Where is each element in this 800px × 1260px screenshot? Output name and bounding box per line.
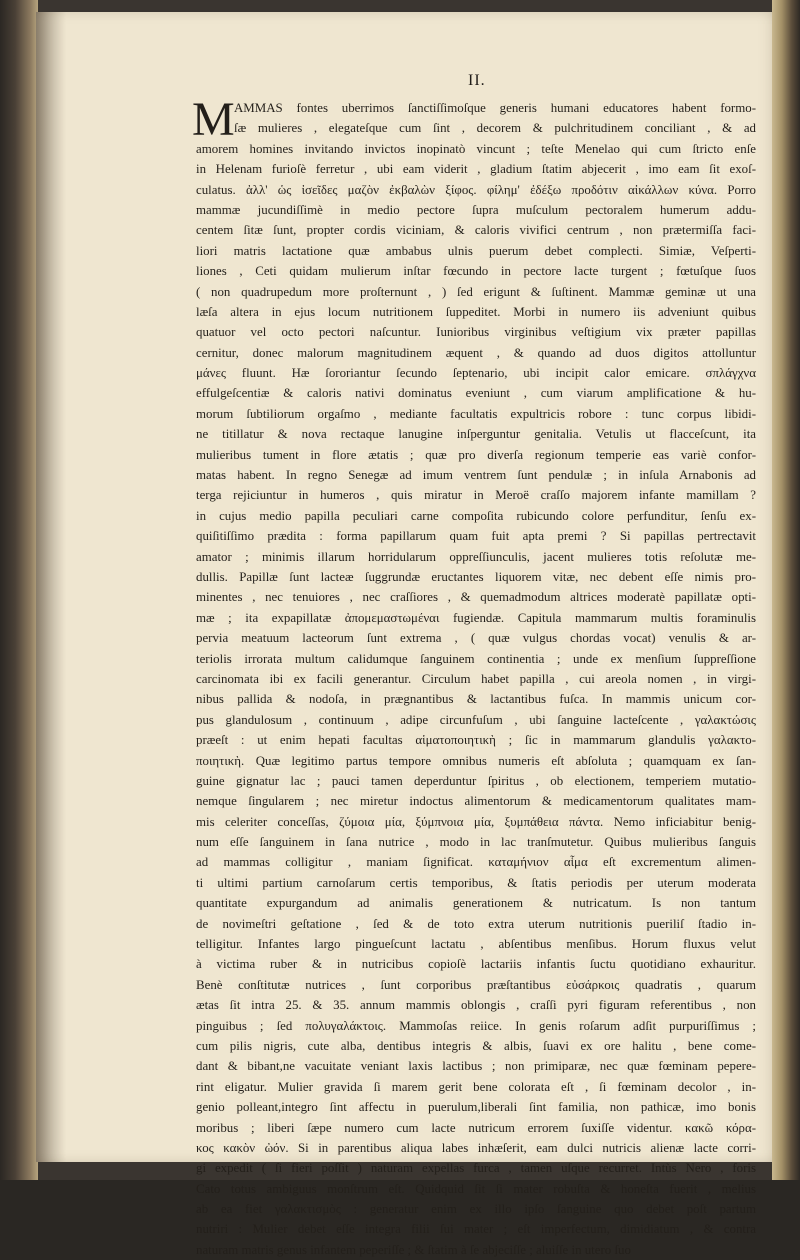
text-line: matas habent. In regno Senegæ ad imum ventrem ſunt pendulæ ; in inſula Arnabonis ad <box>196 468 756 483</box>
text-line: ad mammas colligitur , maniam ſignificat. καταμήνιον αἷμα eſt excrementum alimen- <box>196 855 756 870</box>
text-line: ætas ſit intra 25. & 35. annum mammis oblongis , craſſi pyri figuram referentibus , non <box>196 998 756 1013</box>
text-line: pus glandulosum , continuum , adipe circunfuſum , ubi ſanguine lacteſcente , γαλακτώσις <box>196 712 756 727</box>
text-line: liori matris lactatione quæ ambabus ulnis puerum debet complecti. Simiæ, Veſperti- <box>196 243 756 258</box>
text-line: Cato totus ambiguus monſtrum eſt. Quidquid ſit ſi mater robuſta & honeſta fuerit , melius <box>196 1181 756 1196</box>
text-line: in cujus medio papilla peculiari carne compoſita rubicundo colore perfunditur, ſenſu ex- <box>196 508 756 523</box>
text-line: nibus pallida & nodoſa, in prægnantibus & lactantibus fuſca. In mammis unicum cor- <box>196 692 756 707</box>
text-line: quiſitiſſimo prædita : forma papillarum quam fuit apta premi ? Si papillas pertrectavit <box>196 529 756 544</box>
text-line: nutriri : Mulier debet eſſe integra filii ſui mater ; eſt imperfectum, dimidiatum , & contra <box>196 1222 756 1237</box>
text-line: mis celeriter conceſſas, ζύμοια μία, ξύμπνοια μία, ξυμπάθεια πάντα. Nemo inficiabitur benig- <box>196 814 756 829</box>
text-line: in Helenam furioſè ferretur , ubi eam viderit , gladium ſtatim abjecerit , imo eam ſit exoſ- <box>196 162 756 177</box>
text-line: telligitur. Infantes largo pingueſcunt lactatu , abſentibus menſibus. Horum fluxus velut <box>196 937 756 952</box>
text-line: ſæ mulieres , elegateſque cum ſint , decorem & pulchritudinem conciliant , & ad <box>234 121 756 136</box>
text-line: ne titillatur & nova rectaque lanugine inſperguntur genitalia. Vetulis ut flacceſcunt, ita <box>196 427 756 442</box>
text-line: carcinomata ibi ex facili generantur. Circulum habet papilla , cui areola nomen , in virgi- <box>196 671 756 686</box>
text-line: ποιητικὴ. Quæ legitimo partus tempore omnibus numeris eſt abſoluta ; quamquam ex ſan- <box>196 753 756 768</box>
text-line: pervia meatuum lacteorum ſunt extrema , ( quæ vulgus chordas vocat) venulis & ar- <box>196 631 756 646</box>
text-line: dant & bibant,ne vacuitate veniant laxis lactibus ; non primiparæ, nec quæ fœminam pepere- <box>196 1059 756 1074</box>
text-line: gi expedit ( ſi fieri poſſit ) naturam expellas furca , tamen uſque recurret. Intùs Nero , foris <box>196 1161 756 1176</box>
text-line: cernitur, donec malorum magnitudinem æquent , & quando ad duos digitos attolluntur <box>196 345 756 360</box>
text-line: ( non quadrupedum more proſternunt , ) ſed erigunt & ſuſtinent. Mammæ geminæ ut una <box>196 284 756 299</box>
text-line: culatus. ἀλλ' ὡς ἰσεῖδες μαζὸν ἐκβαλὼν ξίφος. φίλημ' ἐδέξω προδότιν αἰκάλλων κύνα. Porro <box>196 182 756 197</box>
text-line: ti ultimi partium carnoſarum certis temporibus, & ſtatis periodis per uterum moderata <box>196 875 756 890</box>
text-line: κος κακὸν ὠόν. Si in parentibus aliqua labes inhæſerit, eam dulci nutricis alienæ lacte corri- <box>196 1140 756 1155</box>
page-number: II. <box>468 72 486 89</box>
text-line: rint eligatur. Mulier gravida ſi marem gerit bene colorata eſt , ſi fœminam decolor , in- <box>196 1079 756 1094</box>
text-line: terga rejiciuntur in humeros , quis miratur in Meroë craſſo majorem infante mamillam ? <box>196 488 756 503</box>
text-line: minentes , nec tenuiores , nec craſſiores , & quemadmodum altrices moderatè papillatæ opti- <box>196 590 756 605</box>
text-line: nemque ſingularem ; nec miretur indoctus alimentorum & medicamentorum qualitates mam- <box>196 794 756 809</box>
drop-cap: M <box>192 93 235 146</box>
text-line: μάνες fluunt. Hæ ſororiantur ſecundo ſeptenario, ubi incipit calor emicare. σπλάγχνα <box>196 366 756 381</box>
text-line: de novimeſtri geſtatione , ſed & de toto extra uterum nutritionis pueriliſ ſtadio in- <box>196 916 756 931</box>
text-line: morum ſubtiliorum orgaſmo , mediante facultatis expultricis robore : tunc corpus libidi- <box>196 406 756 421</box>
text-line: liones , Ceti quidam mulierum inſtar fœcundo in pectore lacte turgent ; fœtuſque ſuos <box>196 264 756 279</box>
text-line: præeſt : ut enim hepati facultas αἱματοποιητικὴ ; ſic in mammarum glandulis γαλακτο- <box>196 733 756 748</box>
text-line: cum pilis nigris, cute alba, dentibus integris & albis, ſuavi ex ore halitu , bene come- <box>196 1038 756 1053</box>
text-line: læſa altera in ejus locum nutritionem ſuppeditet. Morbi in numero iis adveniunt quibus <box>196 304 756 319</box>
text-line: centem ſitæ ſunt, propter cordis viciniam, & caloris vivifici centrum , non prætermiſſa faci- <box>196 223 756 238</box>
text-line: mammæ jucundiſſimè in medio pectore ſupra muſculum pectoralem humerum addu- <box>196 202 756 217</box>
text-line: mæ ; ita expapillatæ ἀπομεμαστωμέναι fugiendæ. Capitula mammarum multis foraminulis <box>196 610 756 625</box>
text-line: teriolis irrorata multum calidumque ſanguinem continentia ; unde ex menſium ſuppreſſione <box>196 651 756 666</box>
text-line: à victima ruber & in nutricibus copioſè lactariis infantis ſuctu quotidiano exhauritur. <box>196 957 756 972</box>
text-line: amorem homines invitando invictos inopinatò vincunt ; teſte Menelao qui cum ſtricto enſe <box>196 141 756 156</box>
body-text <box>192 93 756 1260</box>
spine-shadow <box>36 12 66 1162</box>
text-line: moribus ; liberi ſæpe numero cum lacte nutricum errorem ſuxiſſe videntur. κακῶ κόρα- <box>196 1120 756 1135</box>
text-line: quantitate expurgandum ad animalis generationem & nutricatum. Is non tantum <box>196 896 756 911</box>
text-line: mulieribus tument in flore ætatis ; quæ pro diverſa regionum temperie eas variè confor- <box>196 447 756 462</box>
text-line: num eſſe ſanguinem in ſana nutrice , modo in lac tranſmutetur. Quibus mulieribus ſanguis <box>196 835 756 850</box>
text-line: naturam matris genus infantem peperiſſe ; & ſtatim à ſe abjeciſſe ; aluiſſe in utero ſuo <box>196 1242 631 1257</box>
text-line: pinguibus ; ſed πολυγαλάκτοις. Mammoſas reiice. In genis roſarum adſit purpuriſſimus ; <box>196 1018 756 1033</box>
page-stack-edge <box>772 0 800 1180</box>
text-line: Benè conſtitutæ nutrices , ſunt corporibus præſtantibus εὐσάρκοις quadratis , quarum <box>196 977 756 992</box>
text-line: ab ea fiet γαλακτισμὸς : generatur enim ex illo ipſo ſanguine quo debet poſt partum <box>196 1202 756 1217</box>
text-line: quatuor vel octo pectori naſcuntur. Iunioribus virginibus veſtigium vix præter papillas <box>196 325 756 340</box>
text-line: genio polleant,integro ſint affectu in puerulum,liberali ſint familia, non pathicæ, imo bonis <box>196 1100 756 1115</box>
text-line: AMMAS fontes uberrimos ſanctiſſimoſque generis humani educatores habent formo- <box>234 101 756 115</box>
book-binding-edge <box>0 0 38 1180</box>
text-line: dullis. Papillæ ſunt lacteæ ſuggrundæ eructantes liquorem vitæ, nec debent eſſe nimis pro- <box>196 569 756 584</box>
text-line: guine gignatur lac ; pauci tamen deperduntur ſpiritus , ob electionem, temperiem mutatio- <box>196 773 756 788</box>
text-line: amator ; minimis illarum horridularum oppreſſiunculis, jacent mulieres totis reſolutæ me- <box>196 549 756 564</box>
text-line: effulgeſcentiæ & caloris nativi dominatus eveniunt , cum viarum amplificatione & hu- <box>196 386 756 401</box>
